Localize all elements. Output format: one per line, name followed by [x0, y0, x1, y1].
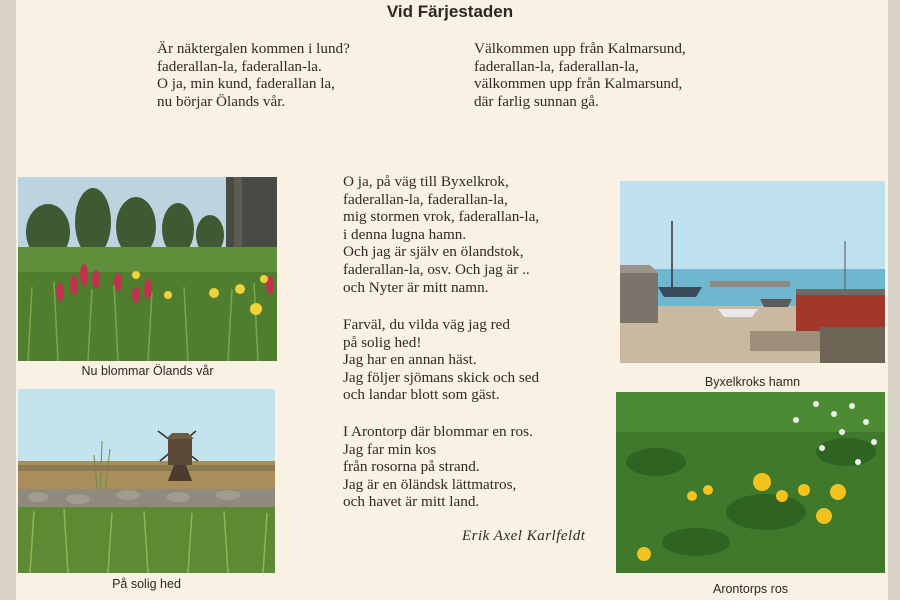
roses-caption: Arontorps ros [712, 582, 789, 596]
stanza-4 [343, 316, 539, 404]
stanza-line: faderallan-la, faderallan-la, [474, 57, 639, 75]
stanza-line: faderallan-la, faderallan-la. [157, 57, 322, 75]
stanza-line: Jag har en annan häst. [343, 351, 477, 369]
stanza-line: faderallan-la, osv. Och jag är .. [343, 260, 530, 278]
stanza-line: Jag far min kos [343, 440, 437, 458]
stanza-line: Farväl, du vilda väg jag red [343, 316, 511, 333]
stanza-line: från rosorna på strand. [343, 458, 480, 476]
stanza-line: mig stormen vrok, faderallan-la, [343, 208, 540, 226]
stanza-line: Och jag är själv en ölandstok, [343, 243, 524, 261]
stanza-2 [474, 40, 686, 110]
stanza-line: på solig hed! [343, 333, 422, 351]
meadow-caption: Nu blommar Ölands vår [81, 364, 214, 378]
stanza-line: nu börjar Ölands vår. [157, 92, 286, 110]
stanza-line: och Nyter är mitt namn. [343, 278, 489, 296]
poem-title: Vid Färjestaden [386, 2, 514, 21]
stanza-line: Välkommen upp från Kalmarsund, [474, 40, 686, 57]
roses-photo [616, 392, 885, 573]
stanza-line: Jag följer sjömans skick och sed [343, 368, 540, 386]
stanza-line: faderallan-la, faderallan-la, [343, 190, 508, 208]
harbor-caption: Byxelkroks hamn [704, 375, 801, 389]
stanza-3 [343, 173, 539, 296]
stanza-line: O ja, på väg till Byxelkrok, [343, 173, 509, 190]
stanza-line: och landar blott som gäst. [343, 386, 500, 404]
windmill-caption: På solig hed [112, 577, 181, 591]
stanza-line: och havet är mitt land. [343, 493, 480, 511]
stanza-line: Jag är en öländsk lättmatros, [343, 475, 517, 493]
stanza-line: i denna lugna hamn. [343, 225, 467, 243]
stanza-5 [343, 423, 533, 511]
meadow-photo [18, 177, 277, 361]
stanza-line: Är näktergalen kommen i lund? [157, 40, 350, 57]
windmill-photo [18, 389, 275, 573]
stanza-line: O ja, min kund, faderallan la, [157, 75, 335, 93]
stanza-1 [157, 40, 350, 110]
author-signature: Erik Axel Karlfeldt [462, 528, 586, 544]
harbor-photo [620, 181, 885, 363]
stanza-line: där farlig sunnan gå. [474, 92, 599, 110]
stanza-line: välkommen upp från Kalmarsund, [474, 75, 683, 93]
stanza-line: I Arontorp där blommar en ros. [343, 423, 533, 440]
